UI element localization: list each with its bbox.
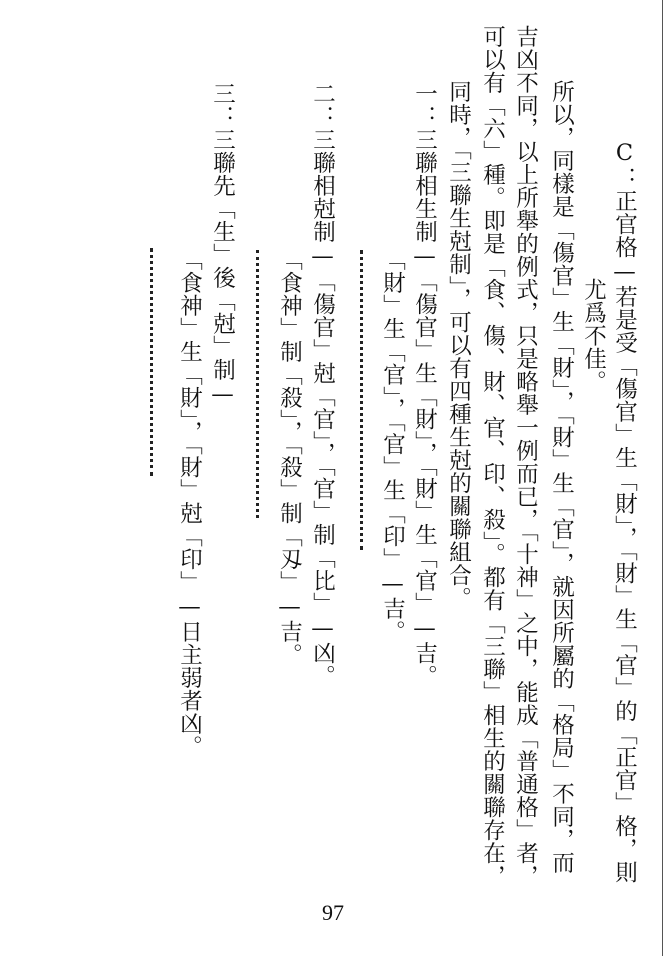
- item-2-cont: 「食神」制「殺」，「殺」制「刄」—吉。: [276, 248, 303, 666]
- item-2-heading: 二：三聯相尅制—「傷官」尅「官」，「官」制「比」—凶。: [309, 82, 336, 688]
- item-1-heading: 一：三聯相生制—「傷官」生「財」，「財」生「官」—吉。: [411, 82, 438, 688]
- right-margin-rule: [662, 0, 663, 956]
- page-number: 97: [322, 900, 344, 925]
- dotted-leader-1: [360, 250, 363, 550]
- item-3-cont: 「食神」生「財」，「財」尅「印」—日主弱者凶。: [176, 248, 203, 758]
- dotted-leader-2: [256, 250, 259, 518]
- item-1-cont: 「財」生「官」，「官」生「印」—吉。: [379, 248, 406, 643]
- line-zhengguan-heading: C：正官格—若是受「傷官」生「財」，「財」生「官」的「正官」格，則: [611, 140, 638, 884]
- line-jixiong: 吉凶不同，以上所舉的例式，只是略舉一例而已，「十神」之中，能成「普通格」者，: [512, 25, 539, 888]
- dotted-leader-3: [150, 248, 153, 476]
- line-zhengguan-cont: 尤爲不佳。: [580, 278, 607, 393]
- line-keyi: 可以有「六」種。即是「食、傷、財、官、印、殺」。都有「三聯」相生的關聯存在，: [479, 25, 506, 888]
- item-3-heading: 三：三聯先「生」後「尅」制—: [209, 82, 236, 408]
- line-tongshi: 同時，「三聯生尅制」，可以有四種生尅的關聯組合。: [445, 80, 472, 610]
- line-suoyi: 所以，同樣是「傷官」生「財」，「財」生「官」，就因所屬的「格局」不同，而: [548, 80, 575, 875]
